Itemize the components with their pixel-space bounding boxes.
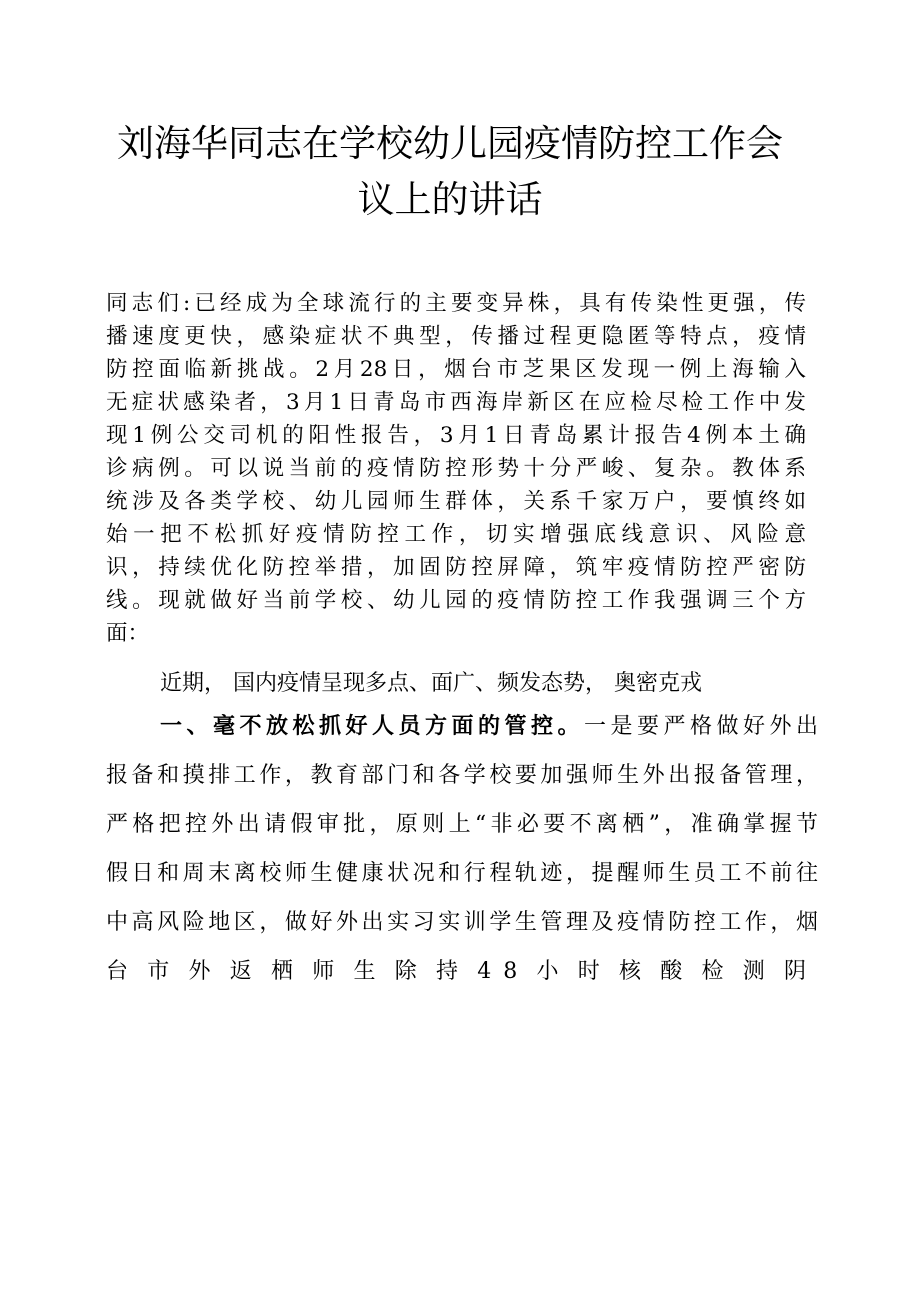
intro-line: 同志们:已经成为全球流行的主要变异株，具有传染性更强，传 <box>106 291 806 316</box>
section-1-line: 假日和周末离校师生健康状况和行程轨迹，提醒师生员工不前往 <box>106 861 818 886</box>
intro-line: 线。现就做好当前学校、幼儿园的疫情防控工作我强调三个方 <box>106 588 806 613</box>
intro-line: 始一把不松抓好疫情防控工作，切实增强底线意识、风险意 <box>106 522 806 547</box>
intro-line: 面： <box>106 621 150 646</box>
section-1-first-line-text: 一是要严格做好外出 <box>583 714 818 739</box>
intro-line: 统涉及各类学校、幼儿园师生群体，关系千家万户，要慎终如 <box>106 489 806 514</box>
section-1-line: 严格把控外出请假审批，原则上“非必要不离栖”，准确掌握节 <box>106 812 818 837</box>
intro-line: 诊病例。可以说当前的疫情防控形势十分严峻、复杂。教体系 <box>106 456 806 481</box>
intro-line: 识，持续优化防控举措，加固防控屏障，筑牢疫情防控严密防 <box>106 555 806 580</box>
intro-line: 播速度更快，感染症状不典型，传播过程更隐匿等特点，疫情 <box>106 324 806 349</box>
document-title-line-2: 议上的讲话 <box>357 178 543 221</box>
intro-line: 现1例公交司机的阳性报告，3月1日青岛累计报告4例本土确 <box>106 423 806 448</box>
section-1-first-line <box>160 712 818 742</box>
section-1-line: 报备和摸排工作，教育部门和各学校要加强师生外出报备管理， <box>106 763 818 788</box>
intro-line: 防控面临新挑战。2月28日，烟台市芝果区发现一例上海输入 <box>106 357 806 382</box>
section-1-heading: 一、毫不放松抓好人员方面的管控。 <box>160 714 584 739</box>
near-term-line: 近期， 国内疫情呈现多点、面广、频发态势， 奥密克戎 <box>160 671 702 696</box>
section-1-line: 台市外返栖师生除持48小时核酸检测阴 <box>106 959 818 984</box>
section-1-line: 中高风险地区，做好外出实习实训学生管理及疫情防控工作，烟 <box>106 910 818 935</box>
intro-line: 无症状感染者，3月1日青岛市西海岸新区在应检尽检工作中发 <box>106 390 806 415</box>
document-title-line-1: 刘海华同志在学校幼儿园疫情防控工作会 <box>117 122 783 165</box>
